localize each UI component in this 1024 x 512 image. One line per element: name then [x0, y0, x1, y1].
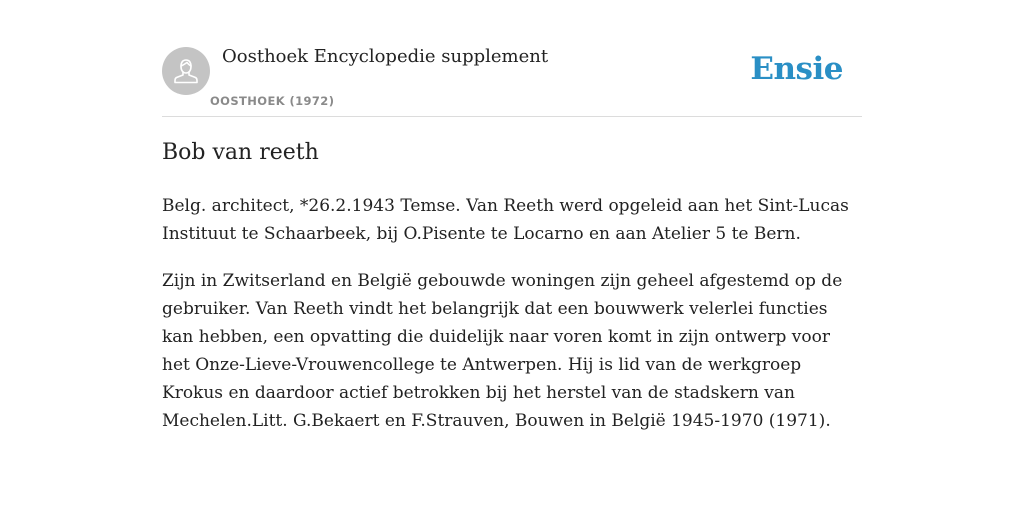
publisher-label: OOSTHOEK (1972) [210, 94, 335, 108]
entry-title: Bob van reeth [162, 140, 319, 165]
entry-card [162, 0, 862, 431]
avatar[interactable] [162, 47, 210, 95]
site-logo[interactable]: Ensie [750, 51, 843, 87]
entry-header [162, 0, 862, 117]
user-icon [173, 57, 199, 85]
entry-paragraph: Belg. architect, *26.2.1943 Temse. Van Reeth werd opgeleid aan het Sint-Lucas Instituut te Schaarbeek, bij O.Pisente te Locarno en aan Atelier 5 te Bern. [162, 196, 849, 244]
entry-paragraph: Zijn in Zwitserland en België gebouwde woningen zijn geheel afgestemd op de gebruiker. Van Reeth vindt het belangrijk dat een bouwwerk velerlei functies kan hebben, een opvatting die duidelijk naar voren komt in zijn ontwerp voor het Onze-Lieve-Vrouwencollege te Antwerpen. Hij is lid van de werkgroep Krokus en daardoor actief betrokken bij het herstel van de stadskern van Mechelen.Litt. G.Bekaert en F.Strauven, Bouwen in België 1945-1970 (1971). [162, 271, 843, 431]
source-title[interactable]: Oosthoek Encyclopedie supplement [222, 46, 549, 67]
